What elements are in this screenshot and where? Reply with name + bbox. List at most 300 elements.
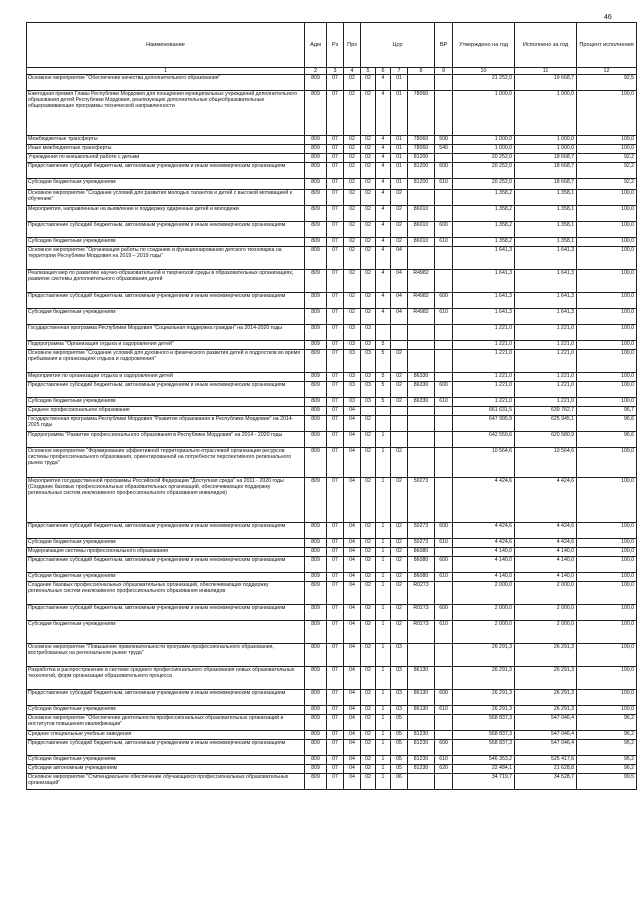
cell-prz: 04	[344, 539, 361, 548]
cell-vr	[435, 154, 453, 163]
cell-percent: 100,0	[577, 667, 637, 690]
cell-vr: 600	[435, 605, 453, 621]
cell-plan: 10 564,6	[453, 448, 515, 478]
cell-csr-1: 02	[361, 478, 376, 523]
cell-percent: 100,0	[577, 373, 637, 382]
cell-csr-1: 02	[361, 690, 376, 706]
cell-csr-3	[391, 416, 408, 432]
header-adm: Адм	[305, 23, 327, 68]
cell-rz: 07	[327, 293, 344, 309]
cell-csr-3: 02	[391, 573, 408, 582]
cell-name: Реализация мер по развитию научно-образовательной и творческой среды в образовательных организациях, развитие системы дополнительного образования детей	[27, 270, 305, 293]
cell-plan: 1 221,0	[453, 350, 515, 373]
cell-percent: 96,7	[577, 407, 637, 416]
cell-name: Предоставление субсидий бюджетным, автономным учреждениям и иным некоммерческим организациям	[27, 605, 305, 621]
cell-percent: 100,0	[577, 523, 637, 539]
cell-csr-1: 02	[361, 557, 376, 573]
cell-csr-2: 4	[376, 75, 391, 91]
cell-vr	[435, 432, 453, 448]
cell-adm: 809	[305, 341, 327, 350]
cell-vr	[435, 373, 453, 382]
cell-percent: 100,0	[577, 382, 637, 398]
cell-csr-3	[391, 407, 408, 416]
cell-adm: 809	[305, 605, 327, 621]
cell-plan: 4 424,6	[453, 539, 515, 548]
cell-csr-2: 5	[376, 398, 391, 407]
cell-csr-2: 4	[376, 238, 391, 247]
cell-csr-2: 1	[376, 478, 391, 523]
cell-adm: 809	[305, 350, 327, 373]
cell-plan: 4 140,0	[453, 573, 515, 582]
cell-plan: 1 358,2	[453, 222, 515, 238]
cell-percent: 100,0	[577, 539, 637, 548]
cell-percent: 100,0	[577, 222, 637, 238]
cell-csr-4	[408, 432, 435, 448]
cell-csr-1: 02	[361, 582, 376, 605]
cell-rz: 07	[327, 582, 344, 605]
cell-prz: 02	[344, 247, 361, 270]
cell-rz: 07	[327, 136, 344, 145]
cell-csr-4	[408, 350, 435, 373]
cell-csr-2	[376, 416, 391, 432]
cell-prz: 04	[344, 765, 361, 774]
cell-percent: 100,0	[577, 644, 637, 667]
cell-adm: 809	[305, 270, 327, 293]
cell-prz: 02	[344, 206, 361, 222]
cell-name: Среднее профессиональное образование	[27, 407, 305, 416]
table-row	[27, 238, 637, 247]
cell-fact: 18 668,7	[515, 163, 577, 179]
cell-csr-4: R0273	[408, 582, 435, 605]
cell-name: Предоставление субсидий бюджетным, автономным учреждениям и иным некоммерческим организациям	[27, 740, 305, 756]
cell-csr-3: 01	[391, 154, 408, 163]
cell-name: Подпрограмма "Организация отдыха и оздоровления детей"	[27, 341, 305, 350]
cell-csr-2: 1	[376, 432, 391, 448]
cell-csr-2: 1	[376, 448, 391, 478]
cell-fact: 1 000,0	[515, 145, 577, 154]
cell-percent: 100,0	[577, 136, 637, 145]
cell-rz: 07	[327, 667, 344, 690]
cell-csr-3: 03	[391, 644, 408, 667]
cell-percent: 100,0	[577, 325, 637, 341]
cell-vr	[435, 190, 453, 206]
cell-csr-2: 1	[376, 548, 391, 557]
cell-csr-4: R4982	[408, 270, 435, 293]
cell-name: Субсидии бюджетным учреждениям	[27, 756, 305, 765]
cell-prz: 02	[344, 91, 361, 136]
cell-csr-2: 4	[376, 145, 391, 154]
cell-name: Субсидии бюджетным учреждениям	[27, 238, 305, 247]
cell-csr-4: 86130	[408, 690, 435, 706]
cell-percent: 100,0	[577, 548, 637, 557]
cell-percent: 100,0	[577, 448, 637, 478]
cell-prz: 04	[344, 478, 361, 523]
cell-fact: 4 424,6	[515, 523, 577, 539]
cell-prz: 02	[344, 179, 361, 190]
cell-name: Разработка и распространение в системе среднего профессионального образования новых образовательных технологий, форм организации образовательного процесса	[27, 667, 305, 690]
cell-rz: 07	[327, 238, 344, 247]
cell-vr: 600	[435, 382, 453, 398]
cell-prz: 04	[344, 523, 361, 539]
table-row	[27, 190, 637, 206]
cell-rz: 07	[327, 341, 344, 350]
cell-vr	[435, 416, 453, 432]
cell-adm: 809	[305, 557, 327, 573]
cell-rz: 07	[327, 774, 344, 790]
cell-fact: 26 291,3	[515, 706, 577, 715]
cell-vr: 610	[435, 179, 453, 190]
cell-csr-1: 02	[361, 539, 376, 548]
cell-plan: 1 221,0	[453, 398, 515, 407]
cell-csr-1: 02	[361, 206, 376, 222]
cell-csr-2: 1	[376, 715, 391, 731]
cell-plan: 1 000,0	[453, 91, 515, 136]
cell-csr-2: 4	[376, 293, 391, 309]
cell-prz: 02	[344, 163, 361, 179]
cell-csr-3: 05	[391, 715, 408, 731]
cell-csr-1: 02	[361, 715, 376, 731]
col-num: 5	[361, 68, 376, 75]
cell-fact: 4 424,6	[515, 478, 577, 523]
cell-csr-2: 1	[376, 740, 391, 756]
cell-name: Субсидии автономным учреждениям	[27, 765, 305, 774]
cell-name: Ежегодная премия Главы Республики Мордовия для поощрения муниципальных учреждений дополнительного образования детей Республики Мордовия, реализующих дополнительные общеобразовательные общеразвивающие программы технической направленности	[27, 91, 305, 136]
cell-rz: 07	[327, 373, 344, 382]
cell-fact: 625 945,1	[515, 416, 577, 432]
cell-csr-1: 02	[361, 667, 376, 690]
cell-rz: 07	[327, 206, 344, 222]
cell-name: Мероприятия по организации отдыха и оздоровления детей	[27, 373, 305, 382]
cell-prz: 02	[344, 293, 361, 309]
table-row	[27, 341, 637, 350]
cell-csr-1: 02	[361, 91, 376, 136]
table-row	[27, 309, 637, 325]
cell-prz: 02	[344, 75, 361, 91]
cell-adm: 809	[305, 740, 327, 756]
cell-plan: 2 000,0	[453, 605, 515, 621]
cell-name: Предоставление субсидий бюджетным, автономным учреждениям и иным некоммерческим организациям	[27, 222, 305, 238]
cell-fact: 26 291,3	[515, 644, 577, 667]
cell-fact: 547 046,4	[515, 731, 577, 740]
header-plan: Утверждено на год	[453, 23, 515, 68]
cell-prz: 04	[344, 582, 361, 605]
cell-percent: 100,0	[577, 309, 637, 325]
cell-plan: 26 291,3	[453, 667, 515, 690]
cell-csr-4: 81200	[408, 163, 435, 179]
cell-vr	[435, 75, 453, 91]
cell-vr: 600	[435, 523, 453, 539]
table-row	[27, 448, 637, 478]
cell-csr-3: 03	[391, 690, 408, 706]
cell-rz: 07	[327, 731, 344, 740]
cell-rz: 07	[327, 523, 344, 539]
cell-vr	[435, 715, 453, 731]
cell-fact: 525 417,6	[515, 756, 577, 765]
cell-fact: 4 140,0	[515, 548, 577, 557]
cell-csr-2: 4	[376, 179, 391, 190]
cell-csr-3: 01	[391, 163, 408, 179]
cell-adm: 809	[305, 548, 327, 557]
cell-prz: 02	[344, 145, 361, 154]
cell-adm: 809	[305, 690, 327, 706]
cell-csr-3: 05	[391, 756, 408, 765]
cell-fact: 10 564,6	[515, 448, 577, 478]
header-rz: Рз	[327, 23, 344, 68]
cell-vr	[435, 582, 453, 605]
cell-csr-1: 02	[361, 432, 376, 448]
cell-csr-3: 02	[391, 382, 408, 398]
cell-rz: 07	[327, 179, 344, 190]
cell-csr-1: 02	[361, 774, 376, 790]
cell-csr-1: 02	[361, 154, 376, 163]
cell-csr-3: 02	[391, 238, 408, 247]
cell-csr-1: 03	[361, 341, 376, 350]
cell-fact: 1 358,1	[515, 206, 577, 222]
cell-csr-4: 50273	[408, 539, 435, 548]
cell-csr-2: 5	[376, 382, 391, 398]
cell-prz: 03	[344, 341, 361, 350]
cell-csr-1: 03	[361, 325, 376, 341]
cell-prz: 03	[344, 382, 361, 398]
cell-fact: 1 641,3	[515, 247, 577, 270]
cell-fact: 26 291,3	[515, 667, 577, 690]
cell-percent: 92,2	[577, 179, 637, 190]
cell-adm: 809	[305, 478, 327, 523]
cell-percent: 100,0	[577, 91, 637, 136]
table-row	[27, 774, 637, 790]
cell-csr-3: 02	[391, 557, 408, 573]
cell-csr-3: 02	[391, 539, 408, 548]
cell-fact: 547 046,4	[515, 715, 577, 731]
cell-plan: 1 221,0	[453, 325, 515, 341]
cell-fact: 1 221,0	[515, 350, 577, 373]
cell-prz: 04	[344, 407, 361, 416]
cell-adm: 809	[305, 582, 327, 605]
cell-name: Субсидии бюджетным учреждениям	[27, 621, 305, 644]
table-row	[27, 145, 637, 154]
cell-name: Предоставление субсидий бюджетным, автономным учреждениям и иным некоммерческим организациям	[27, 382, 305, 398]
cell-prz: 04	[344, 548, 361, 557]
table-row	[27, 740, 637, 756]
cell-percent: 100,0	[577, 557, 637, 573]
cell-adm: 809	[305, 774, 327, 790]
cell-prz: 03	[344, 350, 361, 373]
table-row	[27, 206, 637, 222]
cell-csr-4: 86330	[408, 398, 435, 407]
header-row	[27, 23, 637, 68]
table-row	[27, 548, 637, 557]
cell-name: Субсидии бюджетным учреждениям	[27, 573, 305, 582]
cell-csr-2: 1	[376, 644, 391, 667]
cell-rz: 07	[327, 765, 344, 774]
cell-csr-1: 02	[361, 573, 376, 582]
cell-fact: 4 140,0	[515, 557, 577, 573]
cell-plan: 26 291,3	[453, 706, 515, 715]
cell-csr-1: 02	[361, 731, 376, 740]
cell-fact: 2 000,0	[515, 605, 577, 621]
cell-csr-4: 78060	[408, 91, 435, 136]
cell-csr-4	[408, 407, 435, 416]
cell-rz: 07	[327, 91, 344, 136]
cell-prz: 02	[344, 238, 361, 247]
header-fact: Исполнено за год	[515, 23, 577, 68]
cell-prz: 04	[344, 621, 361, 644]
cell-plan: 2 000,0	[453, 621, 515, 644]
cell-csr-1: 03	[361, 382, 376, 398]
cell-adm: 809	[305, 190, 327, 206]
cell-name: Основное мероприятие "Повышение привлекательности программ профессионального образования, востребованных на региональном рынке труда"	[27, 644, 305, 667]
cell-vr: 610	[435, 756, 453, 765]
cell-adm: 809	[305, 765, 327, 774]
cell-percent: 100,0	[577, 270, 637, 293]
cell-csr-4: 78060	[408, 136, 435, 145]
col-num: 7	[391, 68, 408, 75]
cell-prz: 03	[344, 373, 361, 382]
cell-plan: 647 995,9	[453, 416, 515, 432]
table-row	[27, 523, 637, 539]
cell-name: Предоставление субсидий бюджетным, автономным учреждениям и иным некоммерческим организациям	[27, 690, 305, 706]
cell-csr-2: 1	[376, 765, 391, 774]
cell-csr-4	[408, 448, 435, 478]
cell-csr-3: 02	[391, 605, 408, 621]
cell-csr-2: 1	[376, 621, 391, 644]
cell-vr: 610	[435, 539, 453, 548]
cell-percent: 100,0	[577, 478, 637, 523]
cell-percent: 96,2	[577, 756, 637, 765]
cell-csr-2: 4	[376, 91, 391, 136]
cell-csr-4: 86080	[408, 548, 435, 557]
cell-vr	[435, 91, 453, 136]
cell-percent: 92,2	[577, 154, 637, 163]
cell-fact: 547 046,4	[515, 740, 577, 756]
cell-fact: 1 221,0	[515, 341, 577, 350]
cell-csr-2: 5	[376, 350, 391, 373]
cell-vr: 620	[435, 765, 453, 774]
cell-csr-3	[391, 341, 408, 350]
table-row	[27, 163, 637, 179]
cell-csr-1: 02	[361, 740, 376, 756]
header-prz: Прз	[344, 23, 361, 68]
cell-percent: 96,6	[577, 432, 637, 448]
cell-adm: 809	[305, 448, 327, 478]
cell-percent: 96,2	[577, 765, 637, 774]
cell-prz: 02	[344, 222, 361, 238]
cell-name: Учреждения по внешкольной работе с детьми	[27, 154, 305, 163]
cell-percent: 100,0	[577, 206, 637, 222]
cell-csr-3	[391, 432, 408, 448]
table-row	[27, 765, 637, 774]
cell-csr-2: 4	[376, 190, 391, 206]
cell-csr-4: 50273	[408, 478, 435, 523]
cell-fact: 21 628,8	[515, 765, 577, 774]
col-num: 4	[344, 68, 361, 75]
page-number: 46	[604, 14, 612, 21]
table-row	[27, 539, 637, 548]
cell-rz: 07	[327, 190, 344, 206]
cell-percent: 100,0	[577, 690, 637, 706]
cell-vr: 600	[435, 690, 453, 706]
cell-adm: 809	[305, 145, 327, 154]
cell-rz: 07	[327, 690, 344, 706]
cell-percent: 100,0	[577, 238, 637, 247]
cell-adm: 809	[305, 154, 327, 163]
cell-rz: 07	[327, 573, 344, 582]
cell-csr-1: 03	[361, 373, 376, 382]
cell-name: Предоставление субсидий бюджетным, автономным учреждениям и иным некоммерческим организациям	[27, 293, 305, 309]
cell-csr-4: 86330	[408, 373, 435, 382]
cell-plan: 568 837,3	[453, 740, 515, 756]
cell-csr-2: 1	[376, 690, 391, 706]
cell-csr-4	[408, 715, 435, 731]
cell-rz: 07	[327, 398, 344, 407]
cell-csr-4	[408, 416, 435, 432]
header-csr: Цср	[361, 23, 435, 68]
cell-name: Субсидии бюджетным учреждениям	[27, 179, 305, 190]
cell-adm: 809	[305, 523, 327, 539]
cell-rz: 07	[327, 715, 344, 731]
cell-csr-2: 4	[376, 154, 391, 163]
cell-name: Субсидии бюджетным учреждениям	[27, 706, 305, 715]
cell-fact: 26 291,3	[515, 690, 577, 706]
cell-plan: 1 358,2	[453, 190, 515, 206]
cell-csr-3: 04	[391, 247, 408, 270]
cell-vr	[435, 341, 453, 350]
cell-csr-1: 02	[361, 605, 376, 621]
cell-plan: 4 140,0	[453, 548, 515, 557]
cell-vr	[435, 270, 453, 293]
cell-fact: 1 641,3	[515, 293, 577, 309]
cell-prz: 04	[344, 715, 361, 731]
cell-plan: 1 000,0	[453, 136, 515, 145]
cell-fact: 19 668,7	[515, 75, 577, 91]
cell-vr: 540	[435, 145, 453, 154]
cell-name: Основное мероприятие "Обеспечение деятельности профессиональных образовательных организаций и институтов повышения квалификации"	[27, 715, 305, 731]
cell-csr-4: R0273	[408, 621, 435, 644]
cell-rz: 07	[327, 222, 344, 238]
cell-prz: 02	[344, 154, 361, 163]
cell-csr-2: 4	[376, 163, 391, 179]
table-row	[27, 407, 637, 416]
cell-vr	[435, 247, 453, 270]
cell-csr-4	[408, 341, 435, 350]
table-row	[27, 605, 637, 621]
cell-csr-4: 86080	[408, 573, 435, 582]
cell-csr-3: 02	[391, 398, 408, 407]
cell-vr	[435, 448, 453, 478]
cell-csr-1: 02	[361, 548, 376, 557]
cell-csr-4: 81200	[408, 179, 435, 190]
cell-name: Основное мероприятие "Создание условий для духовного и физического развития детей и подростков во время пребывания в организациях отдыха и оздоровления"	[27, 350, 305, 373]
cell-adm: 809	[305, 163, 327, 179]
cell-csr-2: 1	[376, 539, 391, 548]
cell-csr-1: 02	[361, 309, 376, 325]
cell-rz: 07	[327, 350, 344, 373]
table-row	[27, 350, 637, 373]
cell-name: Субсидии бюджетным учреждениям	[27, 539, 305, 548]
cell-csr-3: 05	[391, 765, 408, 774]
cell-plan: 642 559,6	[453, 432, 515, 448]
cell-prz: 04	[344, 644, 361, 667]
cell-rz: 07	[327, 756, 344, 765]
col-num: 8	[408, 68, 435, 75]
cell-csr-4: 81200	[408, 154, 435, 163]
cell-plan: 2 000,0	[453, 582, 515, 605]
cell-prz: 02	[344, 309, 361, 325]
cell-csr-4: 86010	[408, 222, 435, 238]
cell-plan: 1 221,0	[453, 341, 515, 350]
cell-plan: 546 353,2	[453, 756, 515, 765]
cell-plan: 26 291,3	[453, 644, 515, 667]
